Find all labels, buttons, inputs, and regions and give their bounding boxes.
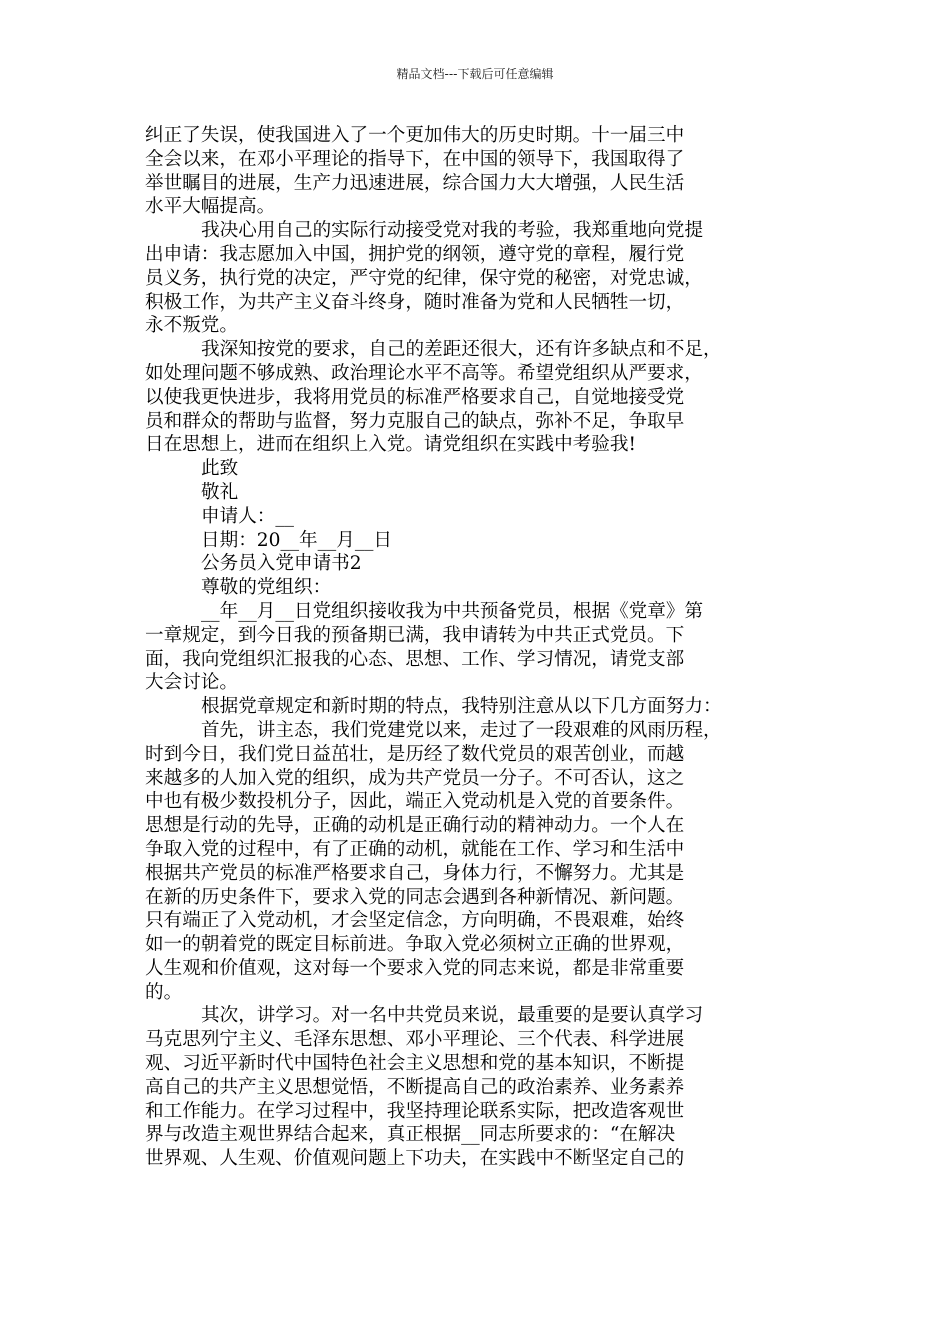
text-line: 中也有极少数投机分子，因此，端正入党动机是入党的首要条件。 xyxy=(145,791,685,813)
text-line: 和工作能力。在学习过程中，我坚持理论联系实际，把改造客观世 xyxy=(145,1100,685,1122)
text-line: __年__月__日党组织接收我为中共预备党员，根据《党章》第 xyxy=(201,600,704,622)
text-line: 其次，讲学习。对一名中共党员来说，最重要的是要认真学习 xyxy=(201,1005,704,1027)
text-line: 员义务，执行党的决定，严守党的纪律，保守党的秘密，对党忠诚， xyxy=(145,267,703,289)
text-line: 日期：20__年__月__日 xyxy=(201,529,393,551)
text-line: 尊敬的党组织： xyxy=(201,577,332,599)
text-line: 积极工作，为共产主义奋斗终身，随时准备为党和人民牺牲一切， xyxy=(145,291,685,313)
text-line: 面，我向党组织汇报我的心态、思想、工作、学习情况，请党支部 xyxy=(145,648,685,670)
text-line: 时到今日，我们党日益茁壮，是历经了数代党员的艰苦创业，而越 xyxy=(145,743,685,765)
text-line: 在新的历史条件下，要求入党的同志会遇到各种新情况、新问题。 xyxy=(145,886,685,908)
text-line: 公务员入党申请书2 xyxy=(201,553,362,575)
text-line: 的。 xyxy=(145,981,183,1003)
text-line: 此致 xyxy=(201,458,239,480)
text-line: 申请人：__ xyxy=(201,505,294,527)
text-line: 如处理问题不够成熟、政治理论水平不高等。希望党组织从严要求， xyxy=(145,362,703,384)
text-line: 观、习近平新时代中国特色社会主义思想和党的基本知识，不断提 xyxy=(145,1053,685,1075)
text-line: 以使我更快进步，我将用党员的标准严格要求自己，自觉地接受党 xyxy=(145,386,685,408)
text-line: 水平大幅提高。 xyxy=(145,196,276,218)
text-line: 我深知按党的要求，自己的差距还很大，还有许多缺点和不足， xyxy=(201,339,722,361)
text-line: 纠正了失误，使我国进入了一个更加伟大的历史时期。十一届三中 xyxy=(145,125,685,146)
text-line: 如一的朝着党的既定目标前进。争取入党必须树立正确的世界观， xyxy=(145,934,685,956)
text-line: 大会讨论。 xyxy=(145,672,238,694)
text-line: 来越多的人加入党的组织，成为共产党员一分子。不可否认，这之 xyxy=(145,767,685,789)
text-line: 一章规定，到今日我的预备期已满，我申请转为中共正式党员。下 xyxy=(145,624,685,646)
text-line: 高自己的共产主义思想觉悟，不断提高自己的政治素养、业务素养 xyxy=(145,1076,685,1098)
text-line: 敬礼 xyxy=(201,481,239,503)
text-line: 思想是行动的先导，正确的动机是正确行动的精神动力。一个人在 xyxy=(145,815,685,837)
text-line: 首先，讲主态，我们党建党以来，走过了一段艰难的风雨历程， xyxy=(201,719,722,741)
text-line: 争取入党的过程中，有了正确的动机，就能在工作、学习和生活中 xyxy=(145,838,685,860)
text-line: 员和群众的帮助与监督，努力克服自己的缺点，弥补不足，争取早 xyxy=(145,410,685,432)
text-line: 根据党章规定和新时期的特点，我特别注意从以下几方面努力： xyxy=(201,696,722,718)
text-line: 世界观、人生观、价值观问题上下功夫，在实践中不断坚定自己的 xyxy=(145,1148,685,1170)
text-line: 根据共产党员的标准严格要求自己，身体力行，不懈努力。尤其是 xyxy=(145,862,685,884)
text-line: 永不叛党。 xyxy=(145,315,238,337)
text-line: 举世瞩目的进展，生产力迅速进展，综合国力大大增强，人民生活 xyxy=(145,172,685,194)
text-line: 出申请：我志愿加入中国，拥护党的纲领，遵守党的章程，履行党 xyxy=(145,243,685,265)
text-line: 马克思列宁主义、毛泽东思想、邓小平理论、三个代表、科学进展 xyxy=(145,1029,685,1051)
text-line: 只有端正了入党动机，才会坚定信念，方向明确，不畏艰难，始终 xyxy=(145,910,685,932)
text-line: 人生观和价值观，这对每一个要求入党的同志来说，都是非常重要 xyxy=(145,957,685,979)
text-line: 界与改造主观世界结合起来，真正根据__同志所要求的：“在解决 xyxy=(145,1124,676,1146)
page-header: 精品文档---下载后可任意编辑 xyxy=(396,67,554,81)
text-line: 我决心用自己的实际行动接受党对我的考验，我郑重地向党提 xyxy=(201,220,704,242)
text-line: 全会以来，在邓小平理论的指导下，在中国的领导下，我国取得了 xyxy=(145,148,685,170)
document-body xyxy=(145,124,805,1171)
text-line: 日在思想上，进而在组织上入党。请党组织在实践中考验我! xyxy=(145,434,636,456)
